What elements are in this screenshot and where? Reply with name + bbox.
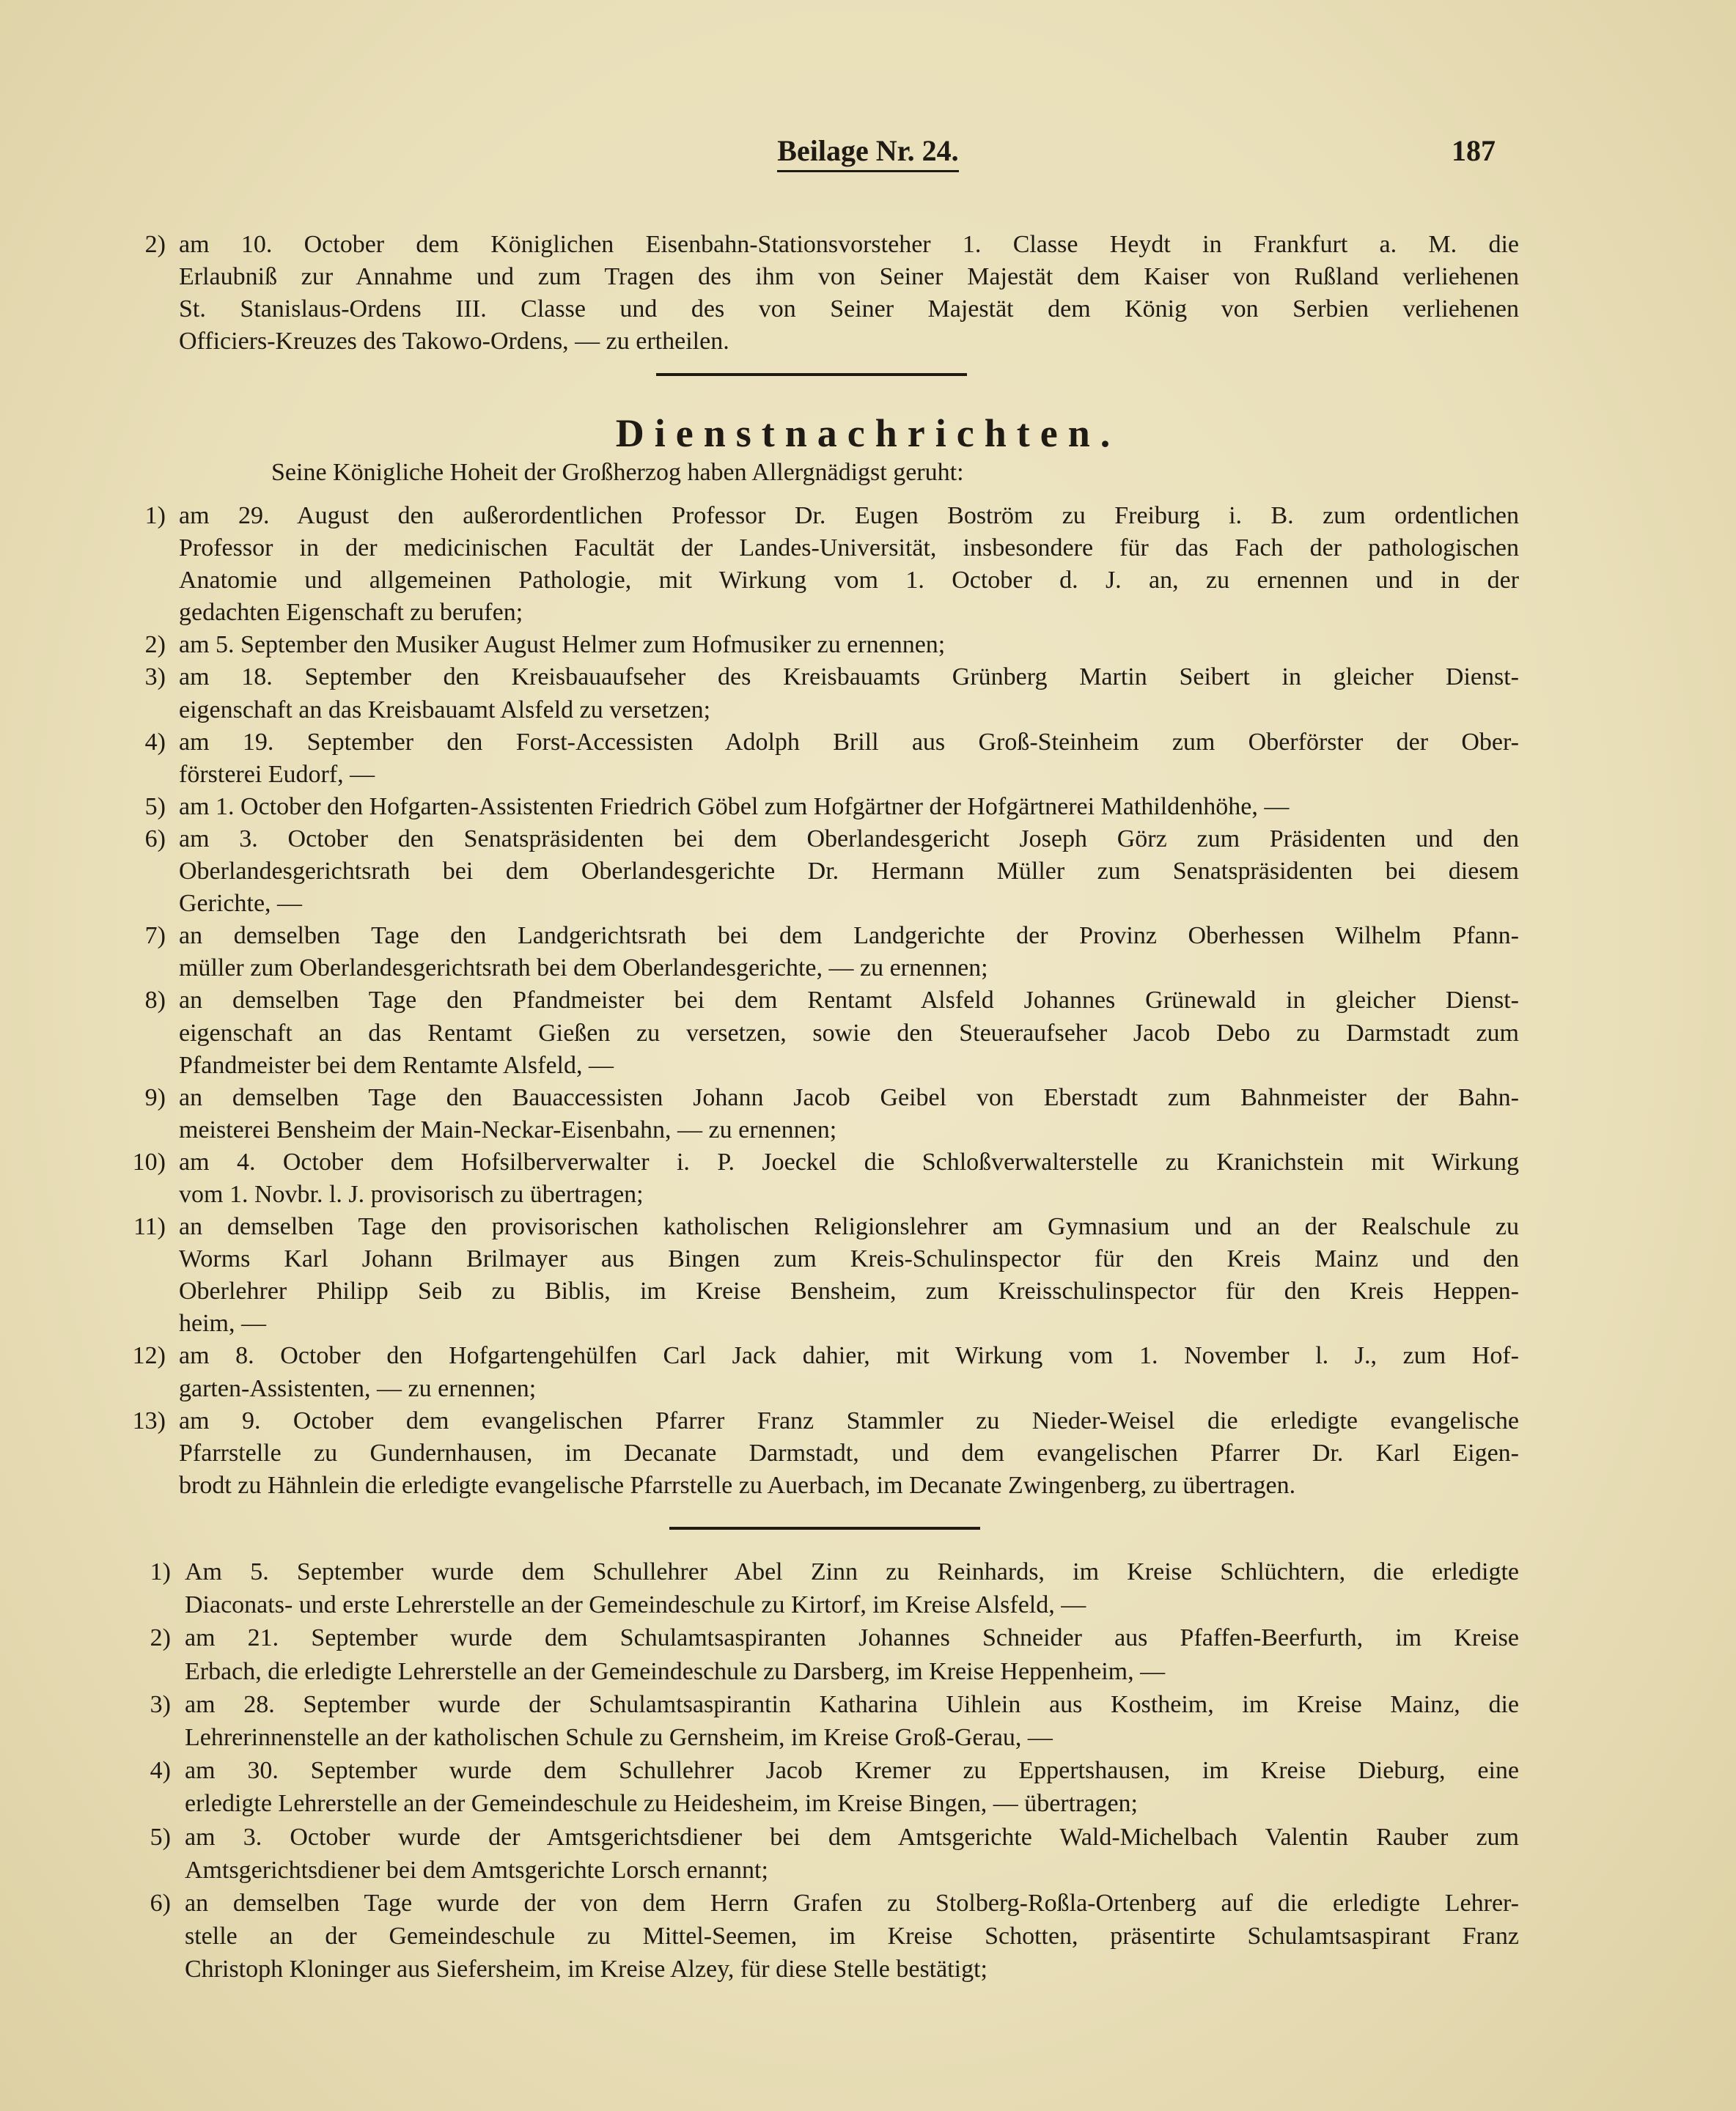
item-number: 5) bbox=[144, 792, 166, 820]
list-item bbox=[0, 1555, 1736, 1621]
item-text-line: am 28. September wurde der Schulamtsaspirantin Katharina Uihlein aus Kostheim, im Kreise Mainz, die bbox=[185, 1690, 1519, 1718]
item-number: 1) bbox=[144, 502, 166, 529]
item-text-line: am 21. September wurde dem Schulamtsaspiranten Johannes Schneider aus Pfaffen-Beerfurth, im Kreise bbox=[185, 1624, 1519, 1652]
item-number: 6) bbox=[144, 825, 166, 852]
list-item bbox=[0, 1887, 1736, 1986]
divider-rule bbox=[656, 373, 967, 376]
item-text-line: Oberlandesgerichtsrath bei dem Oberlandesgerichte Dr. Hermann Müller zum Senatspräsidenten bei diesem bbox=[179, 858, 1519, 885]
list-item bbox=[0, 791, 1736, 823]
list-item bbox=[0, 1754, 1736, 1820]
list-item bbox=[0, 661, 1736, 726]
list-item bbox=[0, 1082, 1736, 1146]
item-number: 8) bbox=[144, 987, 166, 1014]
item-number: 2) bbox=[150, 1624, 171, 1652]
item-text-line: an demselben Tage wurde der von dem Herrn Grafen zu Stolberg-Roßla-Ortenberg auf die erledigte Lehrer- bbox=[185, 1890, 1519, 1917]
item-number: 12) bbox=[132, 1342, 166, 1370]
item-number: 4) bbox=[144, 728, 166, 756]
item-text-line: erledigte Lehrerstelle an der Gemeindeschule zu Heidesheim, im Kreise Bingen, — übertragen; bbox=[185, 1790, 1139, 1818]
item-text-line: am 9. October dem evangelischen Pfarrer Franz Stammler zu Nieder-Weisel die erledigte evangelische bbox=[179, 1407, 1519, 1434]
item-text-line: am 3. October den Senatspräsidenten bei dem Oberlandesgericht Joseph Görz zum Präsidenten und den bbox=[179, 825, 1519, 852]
item-number: 2) bbox=[144, 631, 166, 659]
list-item bbox=[0, 1211, 1736, 1340]
item-number: 3) bbox=[150, 1690, 171, 1718]
item-text-line: gedachten Eigenschaft zu berufen; bbox=[179, 599, 523, 627]
item-text-line: Erbach, die erledigte Lehrerstelle an der Gemeindeschule zu Darsberg, im Kreise Heppenheim, — bbox=[185, 1657, 1166, 1685]
item-text-line: am 10. October dem Königlichen Eisenbahn-Stationsvorsteher 1. Classe Heydt in Frankfurt a. M. die bbox=[179, 231, 1519, 258]
item-text-line: Amtsgerichtsdiener bei dem Amtsgerichte Lorsch ernannt; bbox=[185, 1856, 768, 1884]
item-number: 9) bbox=[144, 1083, 166, 1111]
item-text-line: Officiers-Kreuzes des Takowo-Ordens, — zu ertheilen. bbox=[179, 328, 729, 355]
item-text-line: am 4. October dem Hofsilberverwalter i. P. Joeckel die Schloßverwalterstelle zu Kranichstein mit Wirkung bbox=[179, 1148, 1519, 1176]
item-text-line: försterei Eudorf, — bbox=[179, 760, 375, 788]
item-text-line: stelle an der Gemeindeschule zu Mittel-Seemen, im Kreise Schotten, präsentirte Schulamtsaspirant Franz bbox=[185, 1923, 1519, 1950]
item-text-line: garten-Assistenten, — zu ernennen; bbox=[179, 1374, 537, 1402]
item-text-line: am 30. September wurde dem Schullehrer Jacob Kremer zu Eppertshausen, im Kreise Dieburg, eine bbox=[185, 1757, 1519, 1785]
section-title: Dienstnachrichten. bbox=[615, 411, 1121, 455]
divider-rule bbox=[669, 1527, 980, 1530]
item-text-line: brodt zu Hähnlein die erledigte evangelische Pfarrstelle zu Auerbach, im Decanate Zwingenberg, zu übertragen. bbox=[179, 1471, 1296, 1499]
list-item bbox=[0, 1821, 1736, 1887]
item-number: 5) bbox=[150, 1823, 171, 1851]
item-text-line: Am 5. September wurde dem Schullehrer Abel Zinn zu Reinhards, im Kreise Schlüchtern, die erledigte bbox=[185, 1558, 1519, 1585]
list-item bbox=[0, 500, 1736, 629]
list-item bbox=[0, 920, 1736, 984]
item-text-line: an demselben Tage den Pfandmeister bei dem Rentamt Alsfeld Johannes Grünewald in gleicher Dienst- bbox=[179, 987, 1519, 1014]
list-item bbox=[0, 984, 1736, 1081]
item-number: 2) bbox=[144, 231, 166, 258]
item-text-line: vom 1. Novbr. l. J. provisorisch zu übertragen; bbox=[179, 1180, 644, 1208]
list-item bbox=[0, 1688, 1736, 1754]
header-title-text: Beilage Nr. 24. bbox=[777, 134, 958, 172]
school-appointments-list bbox=[0, 1555, 1736, 1986]
item-number: 4) bbox=[150, 1757, 171, 1785]
item-text-line: an demselben Tage den Landgerichtsrath bei dem Landgerichte der Provinz Oberhessen Wilhelm Pfann- bbox=[179, 922, 1519, 950]
section-intro: Seine Königliche Hoheit der Großherzog haben Allergnädigst geruht: bbox=[271, 459, 964, 486]
item-text-line: meisterei Bensheim der Main-Neckar-Eisenbahn, — zu ernennen; bbox=[179, 1116, 837, 1143]
item-text-line: am 19. September den Forst-Accessisten Adolph Brill aus Groß-Steinheim zum Oberförster der Ober- bbox=[179, 728, 1519, 756]
list-item bbox=[0, 1405, 1736, 1502]
item-number: 6) bbox=[150, 1890, 171, 1917]
item-number: 1) bbox=[150, 1558, 171, 1585]
item-number: 7) bbox=[144, 922, 166, 950]
item-text-line: Anatomie und allgemeinen Pathologie, mit Wirkung vom 1. October d. J. an, zu ernennen und in der bbox=[179, 567, 1519, 594]
continued-list bbox=[0, 229, 1736, 358]
item-text-line: heim, — bbox=[179, 1310, 266, 1338]
list-item bbox=[0, 1146, 1736, 1211]
item-text-line: am 5. September den Musiker August Helmer zum Hofmusiker zu ernennen; bbox=[179, 631, 946, 659]
item-text-line: Lehrerinnenstelle an der katholischen Schule zu Gernsheim, im Kreise Groß-Gerau, — bbox=[185, 1724, 1053, 1752]
page-number: 187 bbox=[1452, 134, 1496, 167]
item-number: 10) bbox=[132, 1148, 166, 1176]
item-text-line: Professor in der medicinischen Facultät der Landes-Universität, insbesondere für das Fach der pathologischen bbox=[179, 534, 1519, 562]
item-text-line: am 1. October den Hofgarten-Assistenten Friedrich Göbel zum Hofgärtner der Hofgärtnerei Mathildenhöhe, — bbox=[179, 792, 1290, 820]
item-text-line: müller zum Oberlandesgerichtsrath bei dem Oberlandesgerichte, — zu ernennen; bbox=[179, 954, 988, 982]
item-text-line: am 8. October den Hofgartengehülfen Carl Jack dahier, mit Wirkung vom 1. November l. J., zum Hof- bbox=[179, 1342, 1519, 1370]
list-item bbox=[0, 1340, 1736, 1404]
appointments-list bbox=[0, 500, 1736, 1502]
item-text-line: Diaconats- und erste Lehrerstelle an der Gemeindeschule zu Kirtorf, im Kreise Alsfeld, — bbox=[185, 1591, 1086, 1619]
item-text-line: am 29. August den außerordentlichen Professor Dr. Eugen Boström zu Freiburg i. B. zum ordentlichen bbox=[179, 502, 1519, 529]
list-item bbox=[0, 1621, 1736, 1687]
item-text-line: eigenschaft an das Kreisbauamt Alsfeld zu versetzen; bbox=[179, 696, 711, 723]
item-text-line: Pfarrstelle zu Gundernhausen, im Decanate Darmstadt, und dem evangelischen Pfarrer Dr. Karl Eigen- bbox=[179, 1439, 1519, 1467]
item-number: 13) bbox=[132, 1407, 166, 1434]
list-item bbox=[0, 629, 1736, 661]
item-text-line: Christoph Kloninger aus Siefersheim, im Kreise Alzey, für diese Stelle bestätigt; bbox=[185, 1956, 988, 1983]
item-text-line: an demselben Tage den provisorischen katholischen Religionslehrer am Gymnasium und an der Realschule zu bbox=[179, 1213, 1519, 1241]
item-number: 3) bbox=[144, 663, 166, 691]
item-text-line: an demselben Tage den Bauaccessisten Johann Jacob Geibel von Eberstadt zum Bahnmeister der Bahn- bbox=[179, 1083, 1519, 1111]
item-text-line: am 3. October wurde der Amtsgerichtsdiener bei dem Amtsgerichte Wald-Michelbach Valentin Rauber zum bbox=[185, 1823, 1519, 1851]
item-text-line: Erlaubniß zur Annahme und zum Tragen des ihm von Seiner Majestät dem Kaiser von Rußland verliehenen bbox=[179, 263, 1519, 290]
item-text-line: Worms Karl Johann Brilmayer aus Bingen zum Kreis-Schulinspector für den Kreis Mainz und den bbox=[179, 1245, 1519, 1273]
item-text-line: Pfandmeister bei dem Rentamte Alsfeld, — bbox=[179, 1051, 614, 1079]
item-text-line: Oberlehrer Philipp Seib zu Biblis, im Kreise Bensheim, zum Kreisschulinspector für den Kreis Heppen- bbox=[179, 1278, 1519, 1305]
list-item bbox=[0, 229, 1736, 358]
item-number: 11) bbox=[133, 1213, 166, 1241]
list-item bbox=[0, 726, 1736, 791]
item-text-line: St. Stanislaus-Ordens III. Classe und des von Seiner Majestät dem König von Serbien verliehenen bbox=[179, 295, 1519, 323]
list-item bbox=[0, 823, 1736, 920]
item-text-line: am 18. September den Kreisbauaufseher des Kreisbauamts Grünberg Martin Seibert in gleicher Dienst- bbox=[179, 663, 1519, 691]
item-text-line: eigenschaft an das Rentamt Gießen zu versetzen, sowie den Steueraufseher Jacob Debo zu Darmstadt zum bbox=[179, 1019, 1519, 1047]
item-text-line: Gerichte, — bbox=[179, 890, 303, 918]
